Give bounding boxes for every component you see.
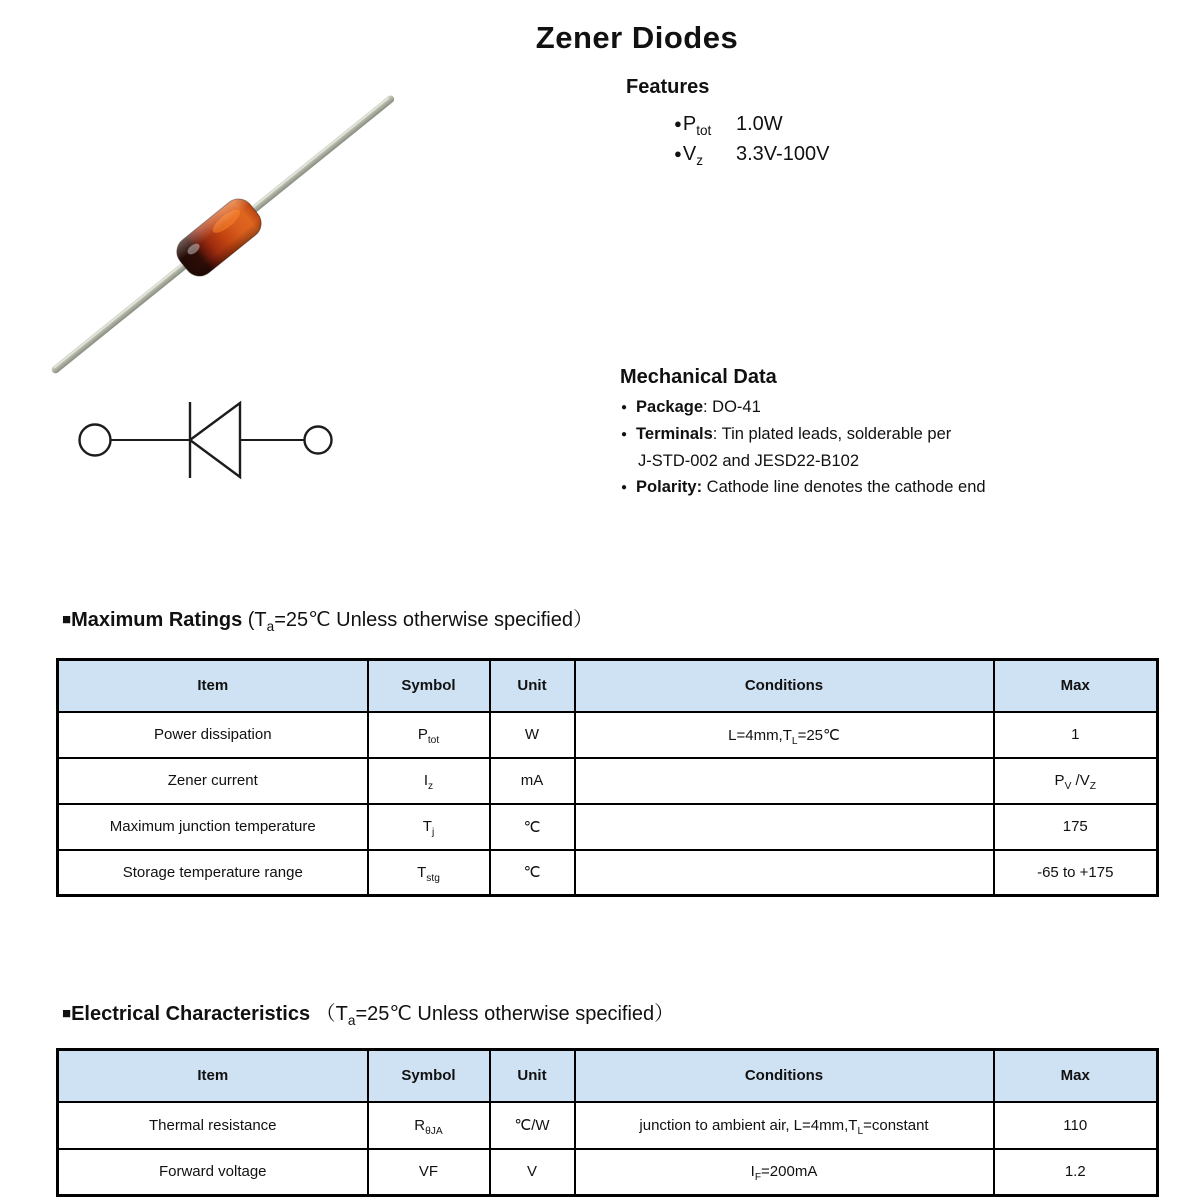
cell-conditions: [575, 804, 994, 850]
cell-unit: V: [490, 1149, 575, 1196]
cell-max: 175: [994, 804, 1158, 850]
feature-symbol: $P_{tot}$: [682, 113, 712, 138]
electrical-table: [56, 1048, 1159, 1197]
feature-item: [674, 113, 829, 143]
cell-unit: ℃: [490, 804, 575, 850]
square-bullet-icon: ■: [62, 1005, 72, 1022]
cell-symbol: $I_z$: [368, 758, 490, 804]
mech-item-terminals-cont: J-STD-002 and JESD22-B102: [638, 452, 860, 470]
cell-item: Power dissipation: [58, 712, 368, 758]
table-row: [58, 758, 1158, 804]
cell-symbol: $T_j$: [368, 804, 490, 850]
cell-symbol: $T_{stg}$: [368, 850, 490, 896]
cell-symbol: $P_{tot}$: [368, 712, 490, 758]
cell-unit: mA: [490, 758, 575, 804]
cell-item: Forward voltage: [58, 1149, 368, 1196]
col-header-conditions: Conditions: [575, 660, 994, 712]
col-header-symbol: Symbol: [368, 660, 490, 712]
mech-item-terminals: ● Terminals: Tin plated leads, solderable per: [621, 425, 952, 443]
col-header-unit: Unit: [490, 1050, 575, 1102]
table-row: [58, 1149, 1158, 1196]
col-header-item: Item: [58, 660, 368, 712]
diode-photo: [35, 78, 405, 378]
features-heading: Features: [626, 76, 710, 98]
cell-unit: ℃: [490, 850, 575, 896]
table-row: [58, 712, 1158, 758]
bullet-icon: ●: [621, 429, 628, 440]
max-ratings-note: ($T_a=25℃$ Unless otherwise specified）: [242, 609, 593, 634]
cell-max: 110: [994, 1102, 1158, 1149]
bullet-icon: ●: [674, 146, 682, 161]
diode-symbol: [76, 392, 338, 488]
col-header-conditions: Conditions: [575, 1050, 994, 1102]
page-title: Zener Diodes: [535, 20, 739, 55]
electrical-heading: ■Electrical Characteristics （$T_a=25℃$ Unless otherwise specified）: [62, 1003, 675, 1028]
cell-conditions: $L=4mm,T_L=25℃$: [575, 712, 994, 758]
col-header-symbol: Symbol: [368, 1050, 490, 1102]
feature-value: 3.3V-100V: [736, 143, 830, 165]
cell-conditions: [575, 758, 994, 804]
bullet-icon: ●: [621, 482, 628, 493]
cell-max: 1: [994, 712, 1158, 758]
col-header-max: Max: [994, 660, 1158, 712]
table-header-row: [58, 1050, 1158, 1102]
feature-item: [674, 143, 829, 173]
cell-symbol: VF: [368, 1149, 490, 1196]
table-row: [58, 850, 1158, 896]
electrical-note: （$T_a=25℃$ Unless otherwise specified）: [310, 1003, 675, 1028]
diode-body-group: [39, 80, 405, 378]
mech-item-polarity: ● Polarity: Cathode line denotes the cathode end: [621, 478, 986, 496]
max-ratings-table: [56, 658, 1159, 897]
cell-item: Zener current: [58, 758, 368, 804]
diode-triangle: [190, 403, 240, 477]
cell-max: $P_V$ $/V_Z$: [994, 758, 1158, 804]
mech-item-package: ● Package: DO-41: [621, 398, 761, 416]
cell-max: 1.2: [994, 1149, 1158, 1196]
cell-conditions: junction to ambient air, $L=4mm,T_L=constant$: [575, 1102, 994, 1149]
col-header-item: Item: [58, 1050, 368, 1102]
cell-item: Storage temperature range: [58, 850, 368, 896]
bullet-icon: ●: [674, 116, 682, 131]
mechanical-data-list: [621, 394, 1121, 501]
cell-unit: ℃/W: [490, 1102, 575, 1149]
table-row: [58, 804, 1158, 850]
cell-unit: W: [490, 712, 575, 758]
feature-value: 1.0W: [736, 113, 783, 135]
square-bullet-icon: ■: [62, 611, 72, 628]
max-ratings-heading: ■Maximum Ratings ($T_a=25℃$ Unless otherwise specified）: [62, 609, 593, 634]
cell-max: -65 to +175: [994, 850, 1158, 896]
terminal-circle-right: [305, 427, 332, 454]
terminal-circle-left: [80, 425, 111, 456]
table-header-row: [58, 660, 1158, 712]
mechanical-data-heading: Mechanical Data: [620, 366, 777, 388]
feature-symbol: $V_z$: [682, 143, 703, 168]
col-header-max: Max: [994, 1050, 1158, 1102]
features-list: [674, 113, 829, 173]
cell-conditions: [575, 850, 994, 896]
cell-symbol: $R_{\theta JA}$: [368, 1102, 490, 1149]
table-row: [58, 1102, 1158, 1149]
cell-conditions: $I_F=200mA$: [575, 1149, 994, 1196]
cell-item: Thermal resistance: [58, 1102, 368, 1149]
cell-item: Maximum junction temperature: [58, 804, 368, 850]
col-header-unit: Unit: [490, 660, 575, 712]
bullet-icon: ●: [621, 402, 628, 413]
